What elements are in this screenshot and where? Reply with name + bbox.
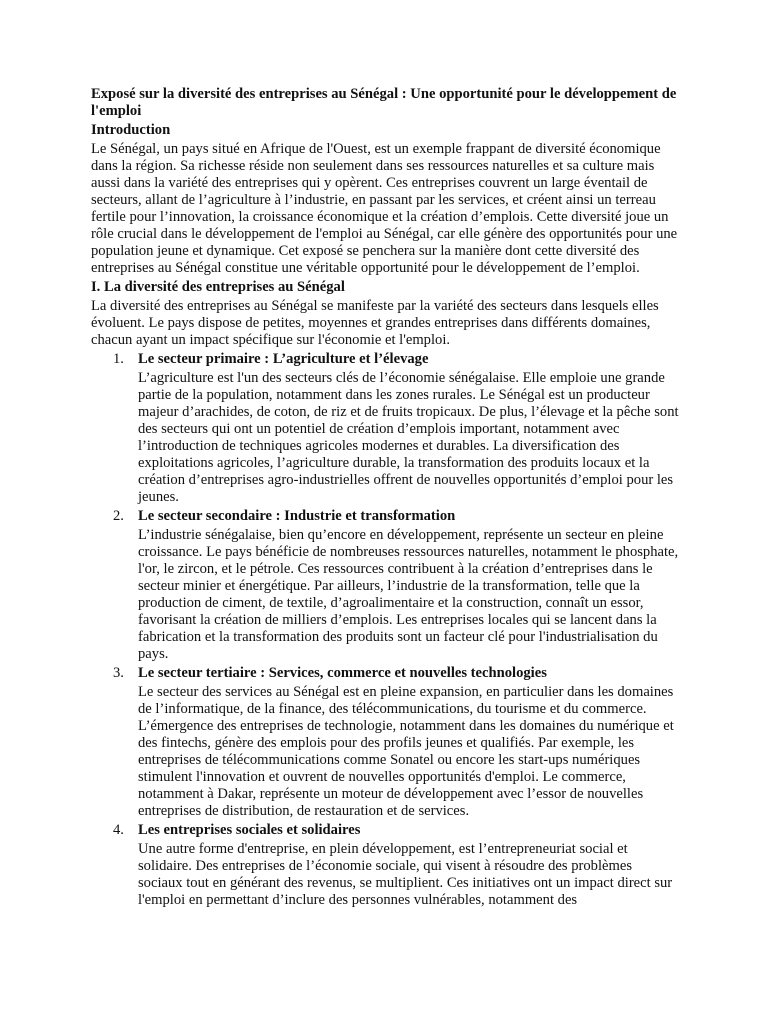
intro-paragraph: Le Sénégal, un pays situé en Afrique de l'Ouest, est un exemple frappant de diversité économique dans la région. Sa richesse réside non seulement dans ses ressources naturelles et sa culture mais aussi dans la variété des entreprises qui y opèrent. Ces entreprises couvrent un large éventail de secteurs, allant de l’agriculture à l’industrie, en passant par les services, et créent ainsi un terreau fertile pour l’innovation, la croissance économique et la création d’emplois. Cette diversité joue un rôle crucial dans le développement de l'emploi au Sénégal, car elle génère des opportunités pour une population jeune et dynamique. Cet exposé se penchera sur la manière dont cette diversité des entreprises au Sénégal constitue une véritable opportunité pour le développement de l’emploi.: [91, 141, 678, 276]
section1-paragraph: La diversité des entreprises au Sénégal se manifeste par la variété des secteurs dans lesquels elles évoluent. Le pays dispose de petites, moyennes et grandes entreprises dans différents domaines, chacun ayant un impact spécifique sur l'économie et l'emploi.: [91, 298, 659, 348]
list-item-heading: Le secteur tertiaire : Services, commerce et nouvelles technologies: [138, 665, 547, 681]
list-item: [91, 822, 679, 909]
section1-heading: I. La diversité des entreprises au Sénégal: [91, 279, 345, 295]
list-item-body: L’agriculture est l'un des secteurs clés de l’économie sénégalaise. Elle emploie une grande partie de la population, notamment dans les zones rurales. Le Sénégal est un producteur majeur d’arachides, de coton, de riz et de fruits tropicaux. De plus, l’élevage et la pêche sont des secteurs qui ont un potentiel de création d’emplois important, notamment avec l’introduction de techniques agricoles modernes et durables. La diversification des exploitations agricoles, l’agriculture durable, la transformation des produits locaux et la création d’entreprises agro-industrielles offrent de nouvelles opportunités d’emploi pour les jeunes.: [138, 370, 679, 505]
list-item-heading: Le secteur primaire : L’agriculture et l’élevage: [138, 351, 429, 367]
list-item: [91, 351, 679, 506]
list-item-number: 4.: [113, 822, 124, 838]
list-item-number: 3.: [113, 665, 124, 681]
list-item-number: 2.: [113, 508, 124, 524]
document-page: [91, 86, 679, 911]
list-item-body: Le secteur des services au Sénégal est en pleine expansion, en particulier dans les domaines de l’informatique, de la finance, des télécommunications, du tourisme et du commerce. L’émergence des entreprises de technologie, notamment dans les domaines du numérique et des fintechs, génère des emplois pour des profils jeunes et qualifiés. Par exemple, les entreprises de télécommunications comme Sonatel ou encore les start-ups numériques stimulent l'innovation et ouvrent de nouvelles opportunités d'emploi. Le commerce, notamment à Dakar, représente un moteur de développement avec l’essor de nouvelles entreprises de distribution, de restauration et de services.: [138, 684, 674, 819]
list-item-heading: Les entreprises sociales et solidaires: [138, 822, 361, 838]
list-item: [91, 665, 679, 820]
list-item-body: L’industrie sénégalaise, bien qu’encore en développement, représente un secteur en pleine croissance. Le pays bénéficie de nombreuses ressources naturelles, notamment le phosphate, l'or, le zircon, et le pétrole. Ces ressources contribuent à la création d’entreprises dans le secteur minier et énergétique. Par ailleurs, l’industrie de la transformation, telle que la production de ciment, de textile, d’agroalimentaire et la construction, connaît un essor, favorisant la création de milliers d’emplois. Les entreprises locales qui se lancent dans la fabrication et la transformation des produits sont un facteur clé pour l'industrialisation du pays.: [138, 527, 679, 662]
list-item: [91, 508, 679, 663]
document-title: Exposé sur la diversité des entreprises au Sénégal : Une opportunité pour le développement de l'emploi: [91, 86, 677, 119]
list-item-body: Une autre forme d'entreprise, en plein développement, est l’entrepreneuriat social et solidaire. Des entreprises de l’économie sociale, qui visent à résoudre des problèmes sociaux tout en générant des revenus, se multiplient. Ces initiatives ont un impact direct sur l'emploi en permettant d’inclure des personnes vulnérables, notamment des: [138, 841, 673, 908]
list-item-number: 1.: [113, 351, 124, 367]
list-item-heading: Le secteur secondaire : Industrie et transformation: [138, 508, 456, 524]
intro-heading: Introduction: [91, 122, 171, 138]
